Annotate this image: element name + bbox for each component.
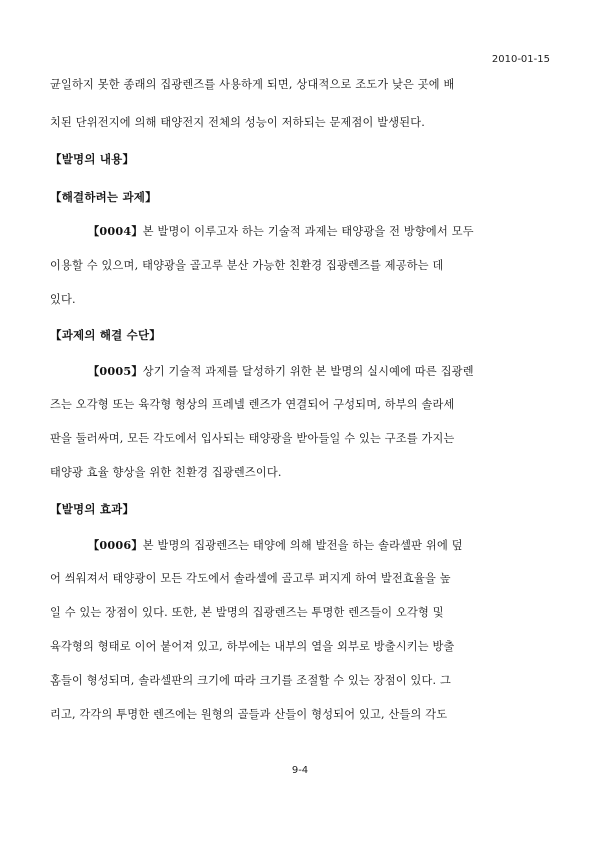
- para-0006-line-2: 어 씌워져서 태양광이 모든 각도에서 솔라셀에 골고루 퍼지게 하여 발전효율을 높: [50, 572, 451, 585]
- para-0004-line-2: 이용할 수 있으며, 태양광을 골고루 분산 가능한 친환경 집광렌즈를 제공하는 데: [50, 259, 444, 272]
- para-0006-line-3: 일 수 있는 장점이 있다. 또한, 본 발명의 집광렌즈는 투명한 렌즈들이 오각형 및: [50, 606, 444, 619]
- para-0006-line-6: 리고, 각각의 투명한 렌즈에는 원형의 골들과 산들이 형성되어 있고, 산들의 각도: [50, 708, 448, 721]
- heading-problem: 【해결하려는 과제】: [50, 190, 157, 204]
- header-date: 2010-01-15: [491, 54, 550, 65]
- para-0006-text-1: 본 발명의 집광렌즈는 태양에 의해 발전을 하는 솔라셀판 위에 덮: [142, 539, 463, 552]
- intro-line-1: 균일하지 못한 종래의 집광렌즈를 사용하게 되면, 상대적으로 조도가 낮은 곳에 배: [50, 78, 455, 91]
- intro-line-2: 치된 단위전지에 의해 태양전지 전체의 성능이 저하되는 문제점이 발생된다.: [50, 116, 426, 129]
- heading-solution: 【과제의 해결 수단】: [50, 328, 161, 342]
- para-0006-line-4: 육각형의 형태로 이어 붙어져 있고, 하부에는 내부의 열을 외부로 방출시키는 방출: [50, 640, 455, 653]
- para-0006-line-1: [88, 538, 552, 553]
- para-0005-line-3: 판을 둘러싸며, 모든 각도에서 입사되는 태양광을 받아들일 수 있는 구조를 가지는: [50, 432, 455, 445]
- para-0005-line-1: [88, 364, 552, 379]
- para-0005-text-1: 상기 기술적 과제를 달성하기 위한 본 발명의 실시예에 따른 집광렌: [142, 365, 474, 378]
- para-0006-number: 【0006】: [88, 538, 143, 552]
- heading-content: 【발명의 내용】: [50, 152, 135, 166]
- para-0004-text-1: 본 발명이 이루고자 하는 기술적 과제는 태양광을 전 방향에서 모두: [142, 225, 474, 238]
- heading-effect: 【발명의 효과】: [50, 502, 135, 516]
- para-0006-line-5: 홈들이 형성되며, 솔라셀판의 크기에 따라 크기를 조절할 수 있는 장점이 있다. 그: [50, 674, 452, 687]
- para-0004-line-1: [88, 224, 552, 239]
- page-number: 9-4: [291, 765, 309, 776]
- para-0004-number: 【0004】: [88, 224, 143, 238]
- para-0005-line-2: 즈는 오각형 또는 육각형 형상의 프레넬 렌즈가 연결되어 구성되며, 하부의 솔라세: [50, 398, 455, 411]
- para-0005-line-4: 태양광 효율 향상을 위한 친환경 집광렌즈이다.: [50, 466, 282, 479]
- para-0004-line-3: 있다.: [50, 293, 76, 306]
- para-0005-number: 【0005】: [88, 364, 143, 378]
